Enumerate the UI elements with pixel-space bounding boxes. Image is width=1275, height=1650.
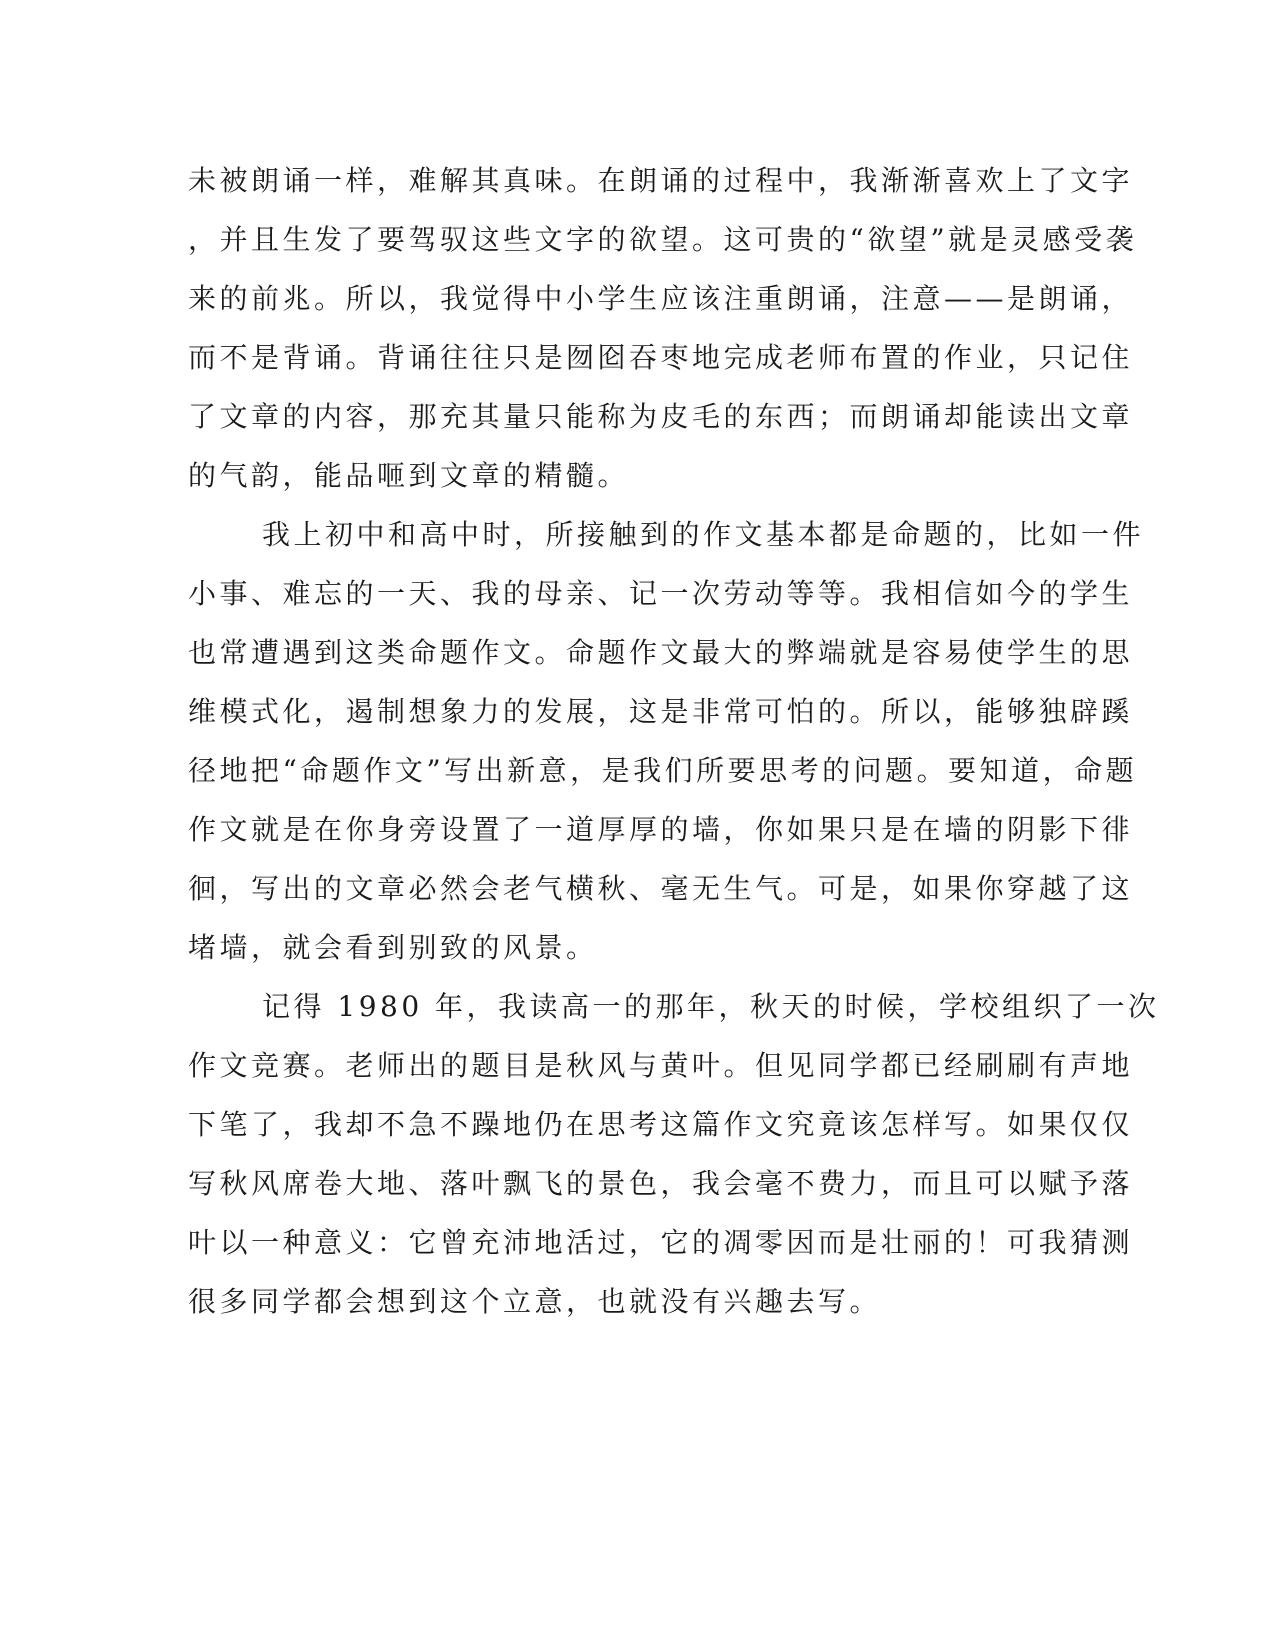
paragraph-2-line-2: 小事、难忘的一天、我的母亲、记一次劳动等等。我相信如今的学生 <box>188 577 1134 610</box>
paragraph-2-line-4: 维模式化，遏制想象力的发展，这是非常可怕的。所以，能够独辟蹊 <box>188 695 1134 728</box>
paragraph-2-line-5: 径地把“命题作文”写出新意，是我们所要思考的问题。要知道，命题 <box>188 754 1138 787</box>
paragraph-1-line-1: 未被朗诵一样，难解其真味。在朗诵的过程中，我渐渐喜欢上了文字 <box>188 164 1134 197</box>
paragraph-3-line-1: 记得 1980 年，我读高一的那年，秋天的时候，学校组织了一次 <box>262 990 1160 1023</box>
paragraph-2-line-8: 堵墙，就会看到别致的风景。 <box>188 931 598 964</box>
paragraph-1-line-3: 来的前兆。所以，我觉得中小学生应该注重朗诵，注意——是朗诵， <box>188 282 1134 315</box>
paragraph-1-line-6: 的气韵，能品咂到文章的精髓。 <box>188 459 630 492</box>
paragraph-3-line-5: 叶以一种意义：它曾充沛地活过，它的凋零因而是壮丽的！可我猜测 <box>188 1226 1134 1259</box>
paragraph-1-line-2: ，并且生发了要驾驭这些文字的欲望。这可贵的“欲望”就是灵感受袭 <box>188 223 1138 256</box>
paragraph-3-line-3: 下笔了，我却不急不躁地仍在思考这篇作文究竟该怎样写。如果仅仅 <box>188 1108 1134 1141</box>
paragraph-2-line-6: 作文就是在你身旁设置了一道厚厚的墙，你如果只是在墙的阴影下徘 <box>188 813 1134 846</box>
paragraph-2-line-3: 也常遭遇到这类命题作文。命题作文最大的弊端就是容易使学生的思 <box>188 636 1134 669</box>
paragraph-3-line-6: 很多同学都会想到这个立意，也就没有兴趣去写。 <box>188 1285 882 1318</box>
paragraph-3-line-4: 写秋风席卷大地、落叶飘飞的景色，我会毫不费力，而且可以赋予落 <box>188 1167 1134 1200</box>
paragraph-1-line-5: 了文章的内容，那充其量只能称为皮毛的东西；而朗诵却能读出文章 <box>188 400 1134 433</box>
paragraph-3-line-2: 作文竞赛。老师出的题目是秋风与黄叶。但见同学都已经刷刷有声地 <box>188 1049 1134 1082</box>
paragraph-1-line-4: 而不是背诵。背诵往往只是囫囵吞枣地完成老师布置的作业，只记住 <box>188 341 1134 374</box>
paragraph-2-line-1: 我上初中和高中时，所接触到的作文基本都是命题的，比如一件 <box>262 518 1145 551</box>
paragraph-2-line-7: 徊，写出的文章必然会老气横秋、毫无生气。可是，如果你穿越了这 <box>188 872 1134 905</box>
